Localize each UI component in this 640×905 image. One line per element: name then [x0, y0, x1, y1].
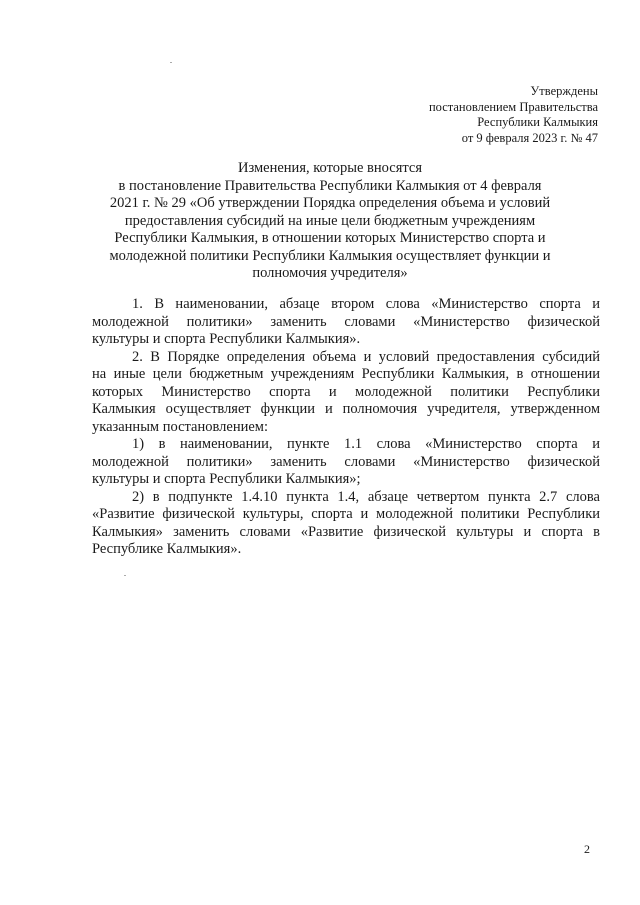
body-line: Калмыкия осуществляет функции и полномочия учредителя, утвержденном	[92, 401, 600, 417]
approval-line: Республики Калмыкия	[477, 115, 598, 129]
paragraph-3	[92, 436, 600, 489]
title-line: в постановление Правительства Республики Калмыкия от 4 февраля	[118, 177, 542, 194]
page-number: 2	[584, 842, 590, 856]
title-line: Изменения, которые вносятся	[238, 160, 422, 176]
approval-block	[429, 84, 598, 146]
body-line: 2. В Порядке определения объема и условий предоставления субсидий	[132, 348, 600, 365]
approval-line: от 9 февраля 2023 г. № 47	[461, 130, 598, 145]
body-line: культуры и спорта Республики Калмыкия».	[92, 331, 361, 347]
body-line: указанным постановлением:	[92, 418, 268, 435]
paragraph-2	[92, 349, 600, 437]
title-line: 2021 г. № 29 «Об утверждении Порядка определения объема и условий	[109, 195, 551, 211]
body-line: Республике Калмыкия».	[92, 541, 242, 557]
body-line: на иные цели бюджетным учреждениям Республики Калмыкия, в отношении	[92, 366, 600, 382]
title-line: Республики Калмыкия, в отношении которых Министерство спорта и	[114, 230, 546, 246]
document-body	[92, 296, 600, 559]
body-line: 2) в подпункте 1.4.10 пункта 1.4, абзаце четвертом пункта 2.7 слова	[132, 488, 600, 505]
body-line: 1. В наименовании, абзаце втором слова «Министерство спорта и	[132, 296, 600, 312]
approval-line: Утверждены	[530, 84, 598, 98]
title-line: молодежной политики Республики Калмыкия осуществляет функции и	[109, 247, 551, 264]
title-line: предоставления субсидий на иные цели бюджетным учреждениям	[124, 212, 536, 229]
body-line: 1) в наименовании, пункте 1.1 слова «Министерство спорта и	[132, 436, 600, 452]
title-line: полномочия учредителя»	[252, 265, 408, 281]
approval-line: постановлением Правительства	[428, 99, 598, 114]
scan-speck	[170, 62, 172, 63]
paragraph-4	[92, 489, 600, 559]
scan-speck	[124, 575, 126, 576]
body-line: которых Министерство спорта и молодежной политики Республики	[92, 383, 600, 400]
paragraph-1	[92, 296, 600, 349]
body-line: культуры и спорта Республики Калмыкия»;	[92, 471, 361, 487]
body-line: Калмыкия» заменить словами «Развитие физической культуры и спорта в	[92, 523, 600, 540]
body-line: молодежной политики» заменить словами «Министерство физической	[92, 453, 600, 470]
body-line: «Развитие физической культуры, спорта и молодежной политики Республики	[92, 506, 600, 522]
document-title	[80, 160, 580, 283]
body-line: молодежной политики» заменить словами «Министерство физической	[92, 313, 600, 330]
